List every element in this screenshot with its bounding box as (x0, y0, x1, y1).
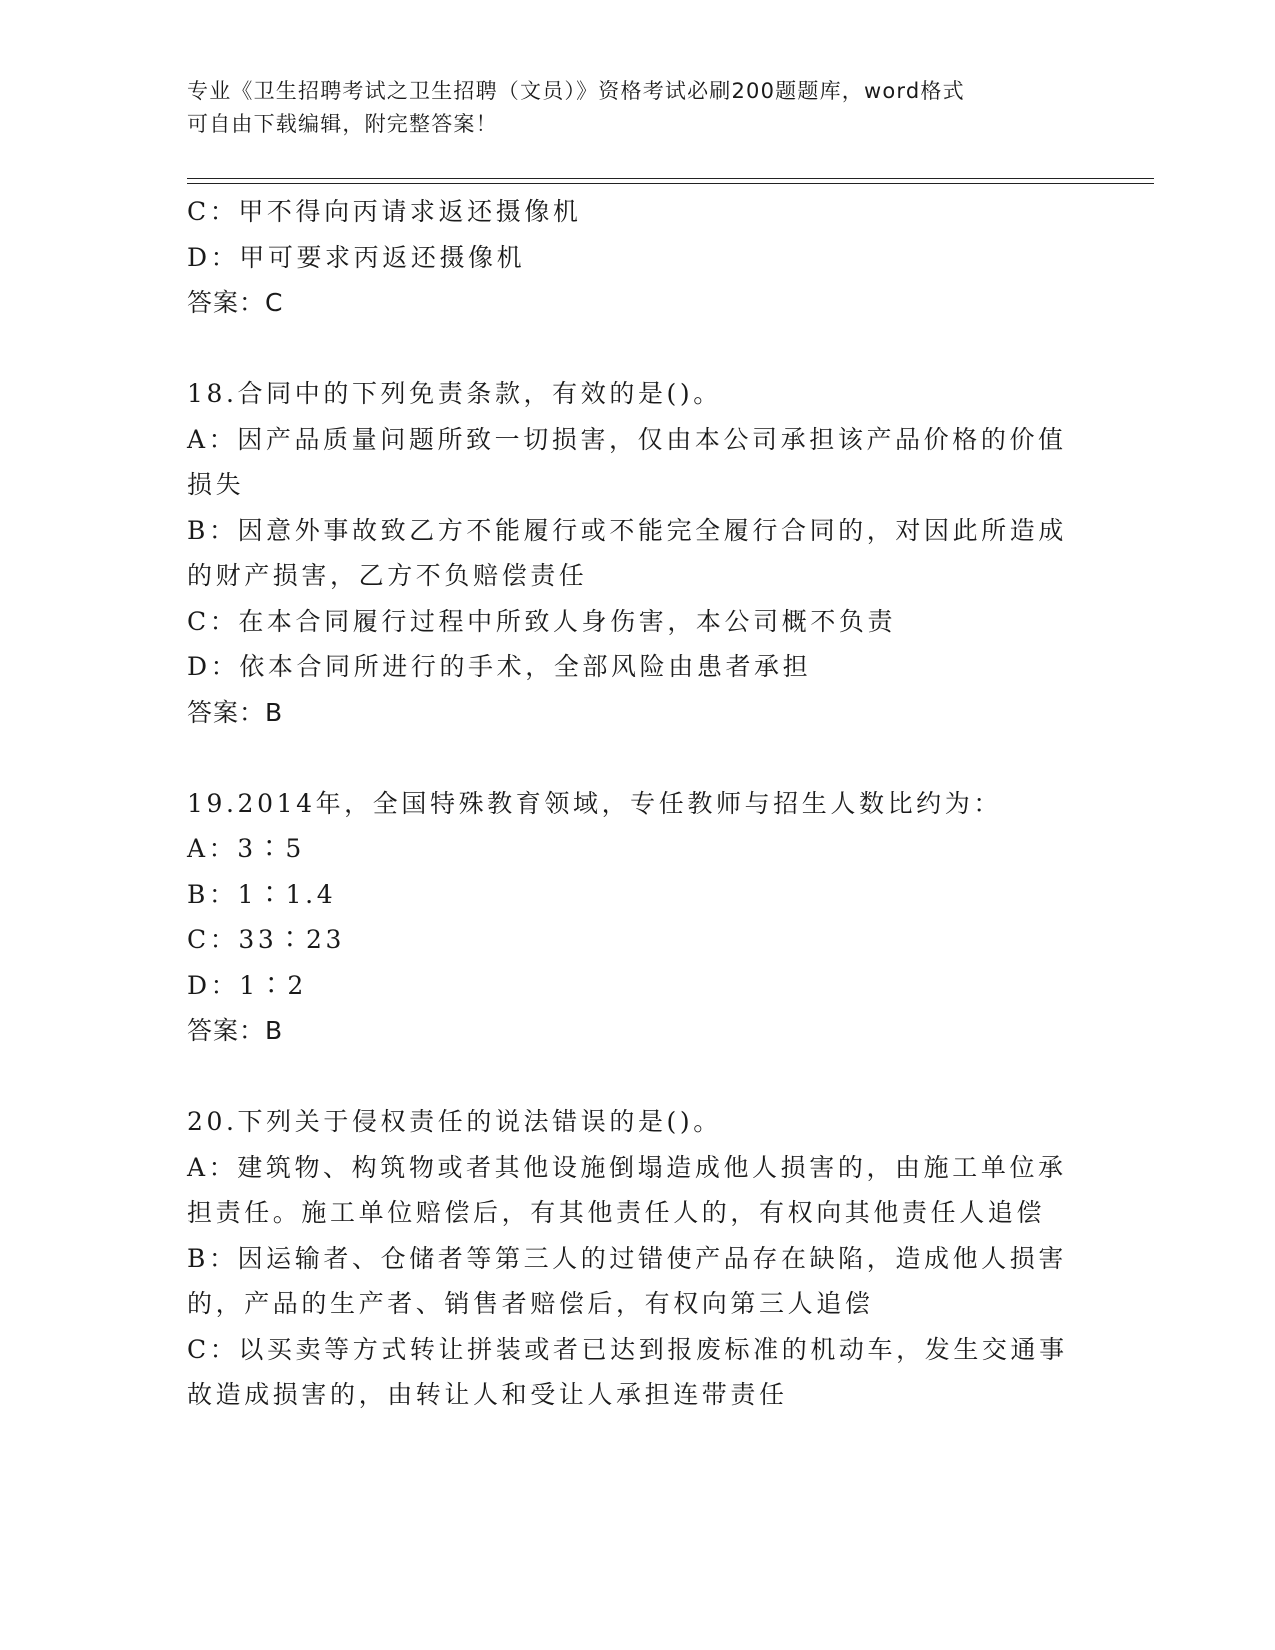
header-line-1: 专业《卫生招聘考试之卫生招聘（文员）》资格考试必刷200题题库，word格式 (187, 79, 965, 103)
q20-option-c-line-2: 故造成损害的，由转让人和受让人承担连带责任 (187, 1380, 788, 1409)
q18-option-b-line-1: B：因意外事故致乙方不能履行或不能完全履行合同的，对因此所造成 (187, 515, 1067, 545)
spacer (187, 735, 1087, 781)
header-rule-top (187, 178, 1154, 179)
spacer (187, 1054, 1087, 1100)
q19-option-c: C：33∶23 (187, 925, 345, 954)
q17-option-d: D：甲可要求丙返还摄像机 (187, 242, 526, 272)
q20-option-a-line-2: 担责任。施工单位赔偿后，有其他责任人的，有权向其他责任人追偿 (187, 1198, 1046, 1227)
document-header (187, 75, 1067, 141)
q17-option-c: C：甲不得向丙请求返还摄像机 (187, 197, 582, 226)
question-content (187, 189, 1087, 1418)
q20-option-b-line-2: 的，产品的生产者、销售者赔偿后，有权向第三人追偿 (187, 1289, 874, 1318)
q20-option-a-line-1: A：建筑物、构筑物或者其他设施倒塌造成他人损害的，由施工单位承 (187, 1152, 1067, 1182)
q20-option-b-line-1: B：因运输者、仓储者等第三人的过错使产品存在缺陷，造成他人损害 (187, 1243, 1067, 1273)
q20-option-c-line-1: C：以买卖等方式转让拼装或者已达到报废标准的机动车，发生交通事 (187, 1334, 1068, 1364)
q18-option-a-line-1: A：因产品质量问题所致一切损害，仅由本公司承担该产品价格的价值 (187, 424, 1067, 454)
q17-answer: 答案：C (187, 288, 284, 317)
q20-stem: 20.下列关于侵权责任的说法错误的是()。 (187, 1107, 722, 1136)
q19-option-d: D：1∶2 (187, 970, 307, 1000)
header-rule-bottom (187, 183, 1154, 184)
spacer (187, 326, 1087, 372)
q19-stem: 19.2014年，全国特殊教育领域，专任教师与招生人数比约为： (187, 788, 1002, 818)
q18-stem: 18.合同中的下列免责条款，有效的是()。 (187, 379, 722, 408)
header-line-2: 可自由下载编辑，附完整答案！ (187, 112, 498, 136)
q18-answer: 答案：B (187, 697, 284, 727)
q19-answer: 答案：B (187, 1016, 284, 1045)
q18-option-c: C：在本合同履行过程中所致人身伤害，本公司概不负责 (187, 606, 897, 636)
q19-option-a: A：3∶5 (187, 834, 305, 863)
q18-option-d: D：依本合同所进行的手术，全部风险由患者承担 (187, 652, 812, 681)
q19-option-b: B：1∶1.4 (187, 879, 337, 909)
q18-option-a-line-2: 损失 (187, 470, 245, 499)
q18-option-b-line-2: 的财产损害，乙方不负赔偿责任 (187, 561, 588, 590)
